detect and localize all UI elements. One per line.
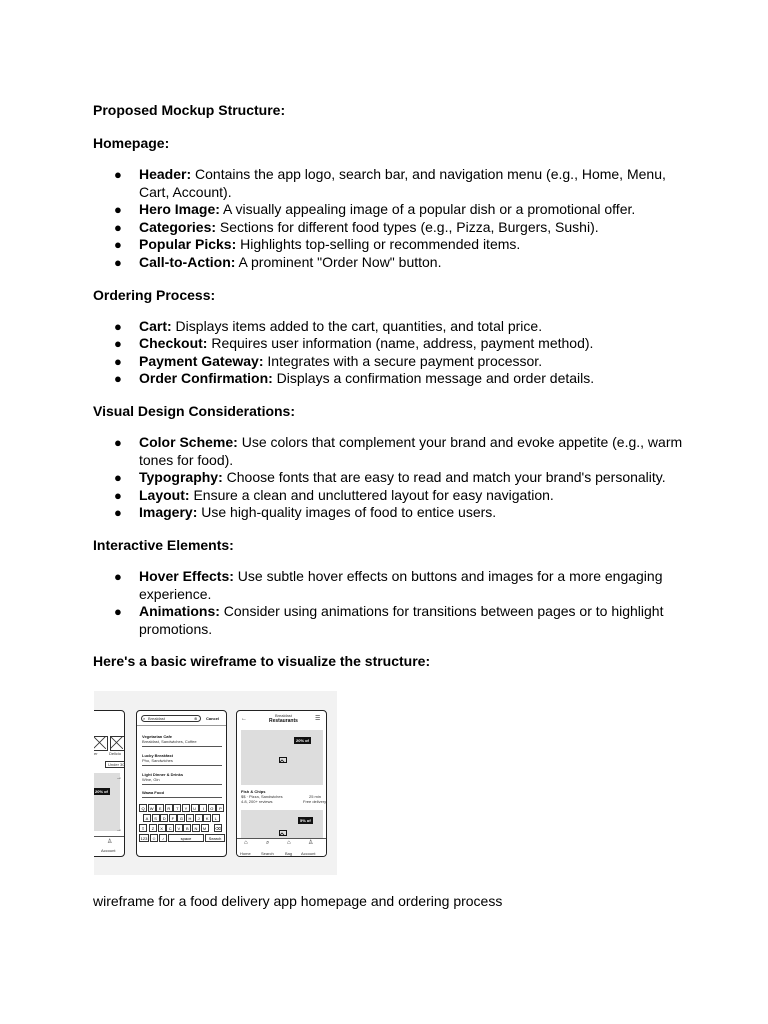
divider bbox=[142, 746, 222, 747]
result-sub: Wine, Gin bbox=[142, 777, 160, 782]
item-text: Requires user information (name, address, payment method). bbox=[207, 335, 594, 352]
list-item bbox=[93, 201, 693, 219]
keyboard-key[interactable]: C bbox=[166, 824, 174, 832]
section-heading: Interactive Elements: bbox=[93, 536, 234, 553]
result-name[interactable]: Light Dinner & Drinks bbox=[142, 772, 184, 777]
bullet-icon: ● bbox=[114, 254, 122, 270]
cancel-link[interactable]: Cancel bbox=[206, 716, 220, 721]
bullet-icon: ● bbox=[114, 487, 122, 503]
item-term: Cart: bbox=[139, 317, 172, 334]
list-item bbox=[93, 469, 693, 487]
keyboard-key[interactable]: P bbox=[216, 804, 224, 812]
restaurant-fee: Free delivery bbox=[303, 799, 327, 804]
divider bbox=[94, 836, 124, 837]
section-heading: Homepage: bbox=[93, 135, 170, 151]
keyboard-key[interactable]: N bbox=[192, 824, 200, 832]
item-term: Order Confirmation: bbox=[139, 370, 273, 387]
wireframe-homepage-screen bbox=[94, 710, 125, 857]
item-term: Checkout: bbox=[139, 335, 208, 352]
item-term: Animations: bbox=[139, 603, 220, 620]
account-icon[interactable]: ♙ bbox=[308, 840, 314, 846]
bullet-icon: ● bbox=[114, 167, 122, 182]
divider bbox=[142, 765, 222, 766]
list-item bbox=[93, 603, 693, 638]
bullet-icon: ● bbox=[114, 371, 122, 387]
result-name[interactable]: Vegetarian Cafe bbox=[142, 734, 173, 739]
section-heading: Ordering Process: bbox=[93, 286, 216, 303]
image-icon bbox=[279, 830, 287, 836]
item-term: Imagery: bbox=[139, 504, 198, 521]
restaurant-meta: $$ · Pizza, Sandwiches bbox=[241, 794, 283, 799]
item-term: Color Scheme: bbox=[139, 433, 238, 450]
list-item bbox=[93, 568, 693, 603]
category-label: Delicio bbox=[109, 751, 122, 756]
item-term: Popular Picks: bbox=[139, 236, 237, 253]
keyboard-key[interactable]: X bbox=[158, 824, 166, 832]
mic-key-icon[interactable]: ♪ bbox=[159, 834, 167, 842]
item-text: Integrates with a secure payment processor. bbox=[263, 352, 543, 369]
keyboard-key[interactable]: Q bbox=[139, 804, 147, 812]
category-box bbox=[110, 736, 125, 751]
nav-account[interactable]: Account bbox=[301, 851, 316, 856]
bag-icon[interactable]: ⌂ bbox=[287, 840, 291, 846]
bullet-icon: ● bbox=[114, 353, 122, 369]
bullet-icon: ● bbox=[114, 470, 122, 486]
list-item bbox=[93, 487, 693, 505]
keyboard-key[interactable]: E bbox=[156, 804, 164, 812]
wireframe-caption: wireframe for a food delivery app homepage and ordering process bbox=[93, 893, 503, 909]
nav-account[interactable]: Account bbox=[101, 848, 116, 853]
search-icon: ⌕ bbox=[143, 716, 146, 721]
search-input[interactable] bbox=[141, 715, 201, 722]
key-123[interactable]: 123 bbox=[140, 836, 148, 841]
item-text: Use colors that complement your brand and evoke appetite (e.g., warm tones for food). bbox=[139, 433, 683, 468]
result-name[interactable]: Lucky Breakfast bbox=[142, 753, 173, 758]
list-title: Restaurants bbox=[269, 718, 298, 724]
search-key[interactable]: Search bbox=[205, 834, 225, 842]
list-item bbox=[93, 219, 693, 237]
item-term: Typography: bbox=[139, 469, 223, 486]
keyboard-key[interactable]: K bbox=[203, 814, 211, 822]
keyboard-key[interactable]: T bbox=[173, 804, 181, 812]
item-text: Displays a confirmation message and order details. bbox=[272, 370, 595, 387]
page-title: Proposed Mockup Structure: bbox=[93, 102, 286, 118]
list-item bbox=[93, 318, 693, 336]
bottom-nav bbox=[237, 838, 327, 857]
bullet-icon: ● bbox=[114, 219, 122, 235]
list-item bbox=[93, 504, 693, 522]
promo-badge: 20% of bbox=[95, 789, 108, 794]
nav-home[interactable]: Home bbox=[240, 851, 251, 856]
list-subtitle: Breakfast bbox=[275, 713, 292, 718]
search-icon[interactable]: ⌕ bbox=[266, 840, 270, 846]
bullet-icon: ● bbox=[114, 336, 122, 352]
clear-icon[interactable]: ⊗ bbox=[194, 716, 198, 721]
keyboard-key[interactable]: F bbox=[169, 814, 177, 822]
list-item bbox=[93, 353, 693, 371]
arrow-right-icon[interactable]: → bbox=[116, 775, 122, 781]
item-text: Ensure a clean and uncluttered layout for easy navigation. bbox=[189, 486, 554, 503]
wireframe-heading: Here's a basic wireframe to visualize the structure: bbox=[93, 653, 431, 670]
item-text: A visually appealing image of a popular dish or a promotional offer. bbox=[219, 201, 636, 218]
arrow-right-icon[interactable]: → bbox=[116, 827, 122, 833]
promo-badge: 20% of bbox=[296, 738, 309, 743]
divider bbox=[142, 784, 222, 785]
nav-search[interactable]: Search bbox=[261, 851, 274, 856]
keyboard-key[interactable]: D bbox=[160, 814, 168, 822]
keyboard-key[interactable]: Z bbox=[149, 824, 157, 832]
space-key[interactable]: space bbox=[168, 834, 204, 842]
keyboard-key[interactable]: V bbox=[175, 824, 183, 832]
item-text: Use subtle hover effects on buttons and images for a more engaging experience. bbox=[139, 567, 663, 602]
item-term: Hero Image: bbox=[139, 201, 220, 218]
backspace-key-icon[interactable]: ⌫ bbox=[215, 826, 221, 831]
divider bbox=[142, 797, 222, 798]
promo-badge: 5% of bbox=[300, 818, 311, 823]
item-term: Layout: bbox=[139, 486, 190, 503]
item-text: A prominent "Order Now" button. bbox=[235, 253, 442, 270]
item-text: Consider using animations for transitions between pages or to highlight promotions. bbox=[139, 603, 664, 637]
nav-bag[interactable]: Bag bbox=[285, 851, 293, 856]
bullet-icon: ● bbox=[114, 434, 122, 450]
image-icon bbox=[279, 757, 287, 763]
item-text: Displays items added to the cart, quantities, and total price. bbox=[171, 317, 543, 334]
item-text: Highlights top-selling or recommended items. bbox=[236, 236, 521, 253]
section-heading: Visual Design Considerations: bbox=[93, 402, 296, 419]
list-item bbox=[93, 254, 693, 272]
restaurant-image[interactable] bbox=[241, 730, 323, 785]
restaurant-rating: 4.8, 200+ reviews bbox=[241, 799, 273, 804]
keyboard-key[interactable]: M bbox=[201, 824, 209, 832]
restaurant-time: 25 min bbox=[309, 794, 322, 799]
emoji-key-icon[interactable]: ☺ bbox=[151, 836, 157, 841]
keyboard-key[interactable]: R bbox=[165, 804, 173, 812]
wireframe-search-screen bbox=[136, 710, 227, 857]
item-term: Call-to-Action: bbox=[139, 253, 236, 270]
account-icon[interactable]: ♙ bbox=[107, 839, 113, 845]
bullet-icon: ● bbox=[114, 505, 122, 521]
list-item bbox=[93, 236, 693, 254]
filter-icon[interactable]: ☰ bbox=[315, 716, 321, 722]
bullet-icon: ● bbox=[114, 318, 122, 334]
home-icon[interactable]: ⌂ bbox=[244, 840, 248, 846]
result-name[interactable]: Wawa Food bbox=[142, 790, 165, 795]
keyboard-key[interactable]: W bbox=[148, 804, 156, 812]
item-text: Sections for different food types (e.g., Pizza, Burgers, Sushi). bbox=[216, 218, 599, 235]
promo-image bbox=[94, 773, 120, 831]
keyboard-key[interactable]: I bbox=[199, 804, 207, 812]
filter-chip[interactable]: Under 30 bbox=[105, 761, 125, 768]
list-item bbox=[93, 166, 693, 201]
keyboard-key[interactable]: G bbox=[177, 814, 185, 822]
wireframe-restaurants-screen bbox=[236, 710, 327, 857]
list-item bbox=[93, 335, 693, 353]
wireframe-image bbox=[94, 691, 337, 875]
sections bbox=[93, 134, 693, 638]
document-body bbox=[93, 101, 693, 670]
keyboard-key[interactable]: A bbox=[143, 814, 151, 822]
bullet-list bbox=[93, 318, 693, 388]
keyboard-key[interactable]: U bbox=[191, 804, 199, 812]
bullet-icon: ● bbox=[114, 568, 122, 584]
list-item bbox=[93, 434, 693, 469]
keyboard-key[interactable]: O bbox=[208, 804, 216, 812]
keyboard-key[interactable]: L bbox=[212, 814, 220, 822]
search-input-value: Breakfast bbox=[148, 716, 165, 721]
back-arrow-icon[interactable]: ← bbox=[241, 716, 247, 722]
item-text: Contains the app logo, search bar, and navigation menu (e.g., Home, Menu, Cart, Account). bbox=[139, 166, 666, 200]
bullet-icon: ● bbox=[114, 202, 122, 218]
item-text: Choose fonts that are easy to read and match your brand's personality. bbox=[222, 469, 666, 486]
bullet-list bbox=[93, 166, 693, 272]
category-box bbox=[94, 736, 108, 751]
keyboard-key[interactable]: S bbox=[152, 814, 160, 822]
item-text: Use high-quality images of food to entice users. bbox=[197, 504, 497, 521]
bullet-icon: ● bbox=[114, 604, 122, 620]
result-sub: Breakfast, Sandwiches, Coffee bbox=[142, 739, 197, 744]
keyboard-key[interactable]: B bbox=[183, 824, 191, 832]
result-sub: Pho, Sandwiches bbox=[142, 758, 173, 763]
keyboard-key[interactable]: H bbox=[186, 814, 194, 822]
list-item bbox=[93, 370, 693, 388]
bullet-icon: ● bbox=[114, 237, 122, 253]
restaurant-name[interactable]: Fish & Chips bbox=[241, 789, 266, 794]
bullet-list bbox=[93, 568, 693, 638]
keyboard-key[interactable]: J bbox=[195, 814, 203, 822]
keyboard bbox=[137, 801, 227, 857]
keyboard-key[interactable]: Y bbox=[182, 804, 190, 812]
item-term: Categories: bbox=[139, 218, 217, 235]
item-term: Payment Gateway: bbox=[139, 352, 264, 369]
bullet-list bbox=[93, 434, 693, 522]
item-term: Header: bbox=[139, 166, 192, 182]
item-term: Hover Effects: bbox=[139, 567, 234, 584]
category-label: er bbox=[94, 751, 98, 756]
divider bbox=[137, 725, 227, 726]
shift-key-icon[interactable]: ⇧ bbox=[139, 824, 147, 832]
